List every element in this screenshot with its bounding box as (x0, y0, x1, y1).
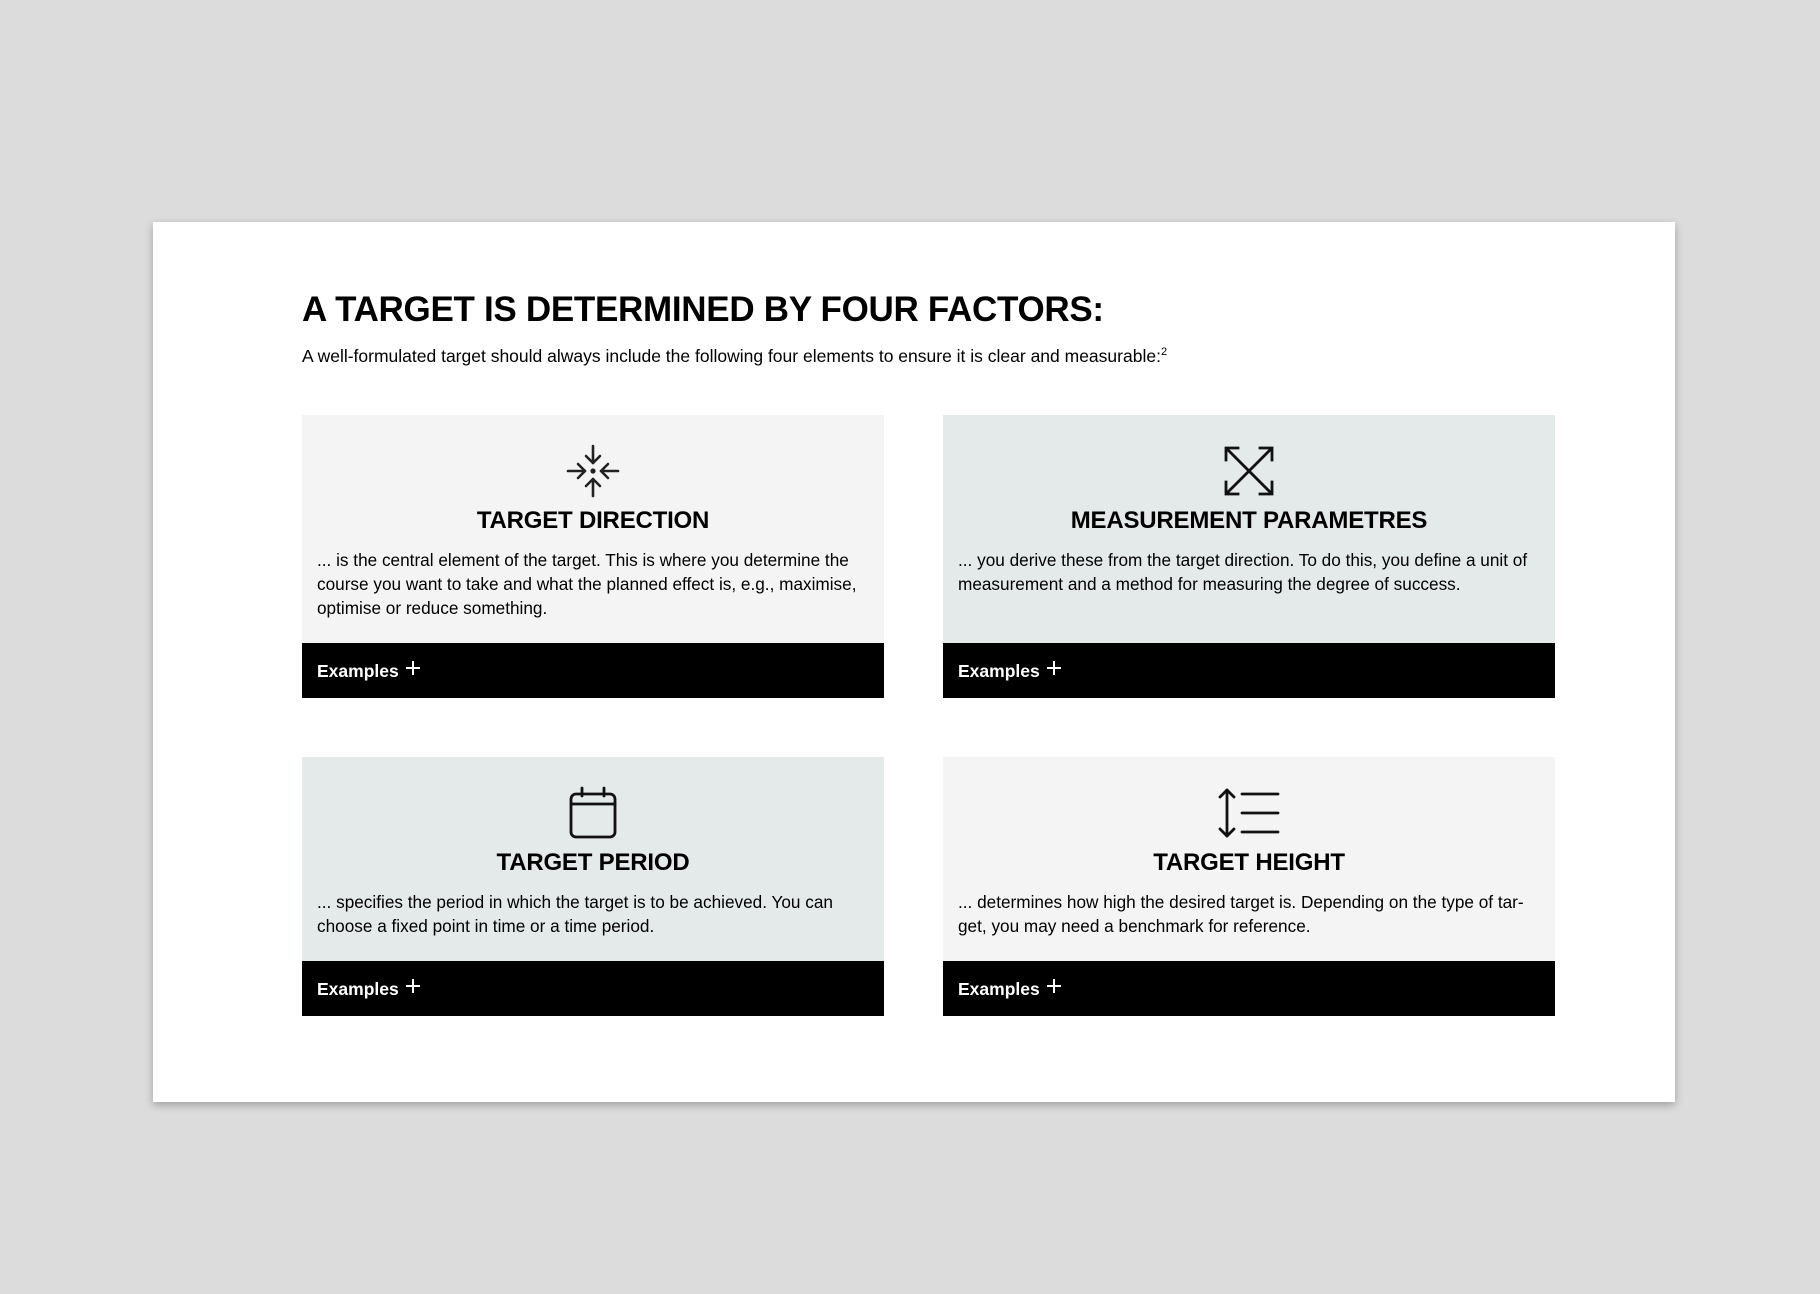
card-target-height (943, 757, 1555, 1016)
card-body (943, 415, 1555, 643)
card-title: TARGET PERIOD (496, 849, 690, 876)
examples-button[interactable] (302, 961, 884, 1016)
card-title: TARGET HEIGHT (1153, 849, 1345, 876)
calendar-icon (566, 786, 620, 840)
card-title: TARGET DIRECTION (476, 507, 710, 534)
plus-icon (1046, 660, 1063, 677)
card-title: MEASUREMENT PARAMETRES (1070, 507, 1428, 534)
examples-button[interactable] (943, 643, 1555, 698)
card-description: ... determines how high the desired target is. Depending on the type of tar-get, you may need a benchmark for reference. (958, 892, 1524, 936)
card-description: ... you derive these from the target direction. To do this, you define a unit of measurement and a method for measuring the degree of success. (958, 550, 1528, 594)
examples-label: Examples (317, 979, 399, 999)
subtitle-text: A well-formulated target should always include the following four elements to ensure it is clear and measurable: (302, 346, 1161, 366)
plus-icon (1046, 978, 1063, 995)
page-subtitle (302, 346, 1167, 367)
arrows-expand-icon (1222, 444, 1276, 498)
arrows-converge-icon (566, 444, 620, 498)
card-target-period (302, 757, 884, 1016)
card-target-direction (302, 415, 884, 698)
examples-label: Examples (317, 661, 399, 681)
card-measurement-parametres (943, 415, 1555, 698)
card-body (302, 757, 884, 961)
content-panel (153, 222, 1675, 1102)
height-list-icon (1222, 786, 1276, 840)
footnote-marker: 2 (1160, 346, 1168, 358)
card-body (943, 757, 1555, 961)
card-description: ... is the central element of the target. This is where you determine the course you want to take and what the planned effect is, e.g., maximise, optimise or reduce something. (317, 550, 857, 618)
page-title: A TARGET IS DETERMINED BY FOUR FACTORS: (302, 290, 1104, 329)
examples-button[interactable] (302, 643, 884, 698)
examples-button[interactable] (943, 961, 1555, 1016)
plus-icon (405, 660, 422, 677)
examples-label: Examples (958, 979, 1040, 999)
plus-icon (405, 978, 422, 995)
card-description: ... specifies the period in which the target is to be achieved. You can choose a fixed point in time or a time period. (317, 892, 833, 936)
examples-label: Examples (958, 661, 1040, 681)
card-body (302, 415, 884, 643)
